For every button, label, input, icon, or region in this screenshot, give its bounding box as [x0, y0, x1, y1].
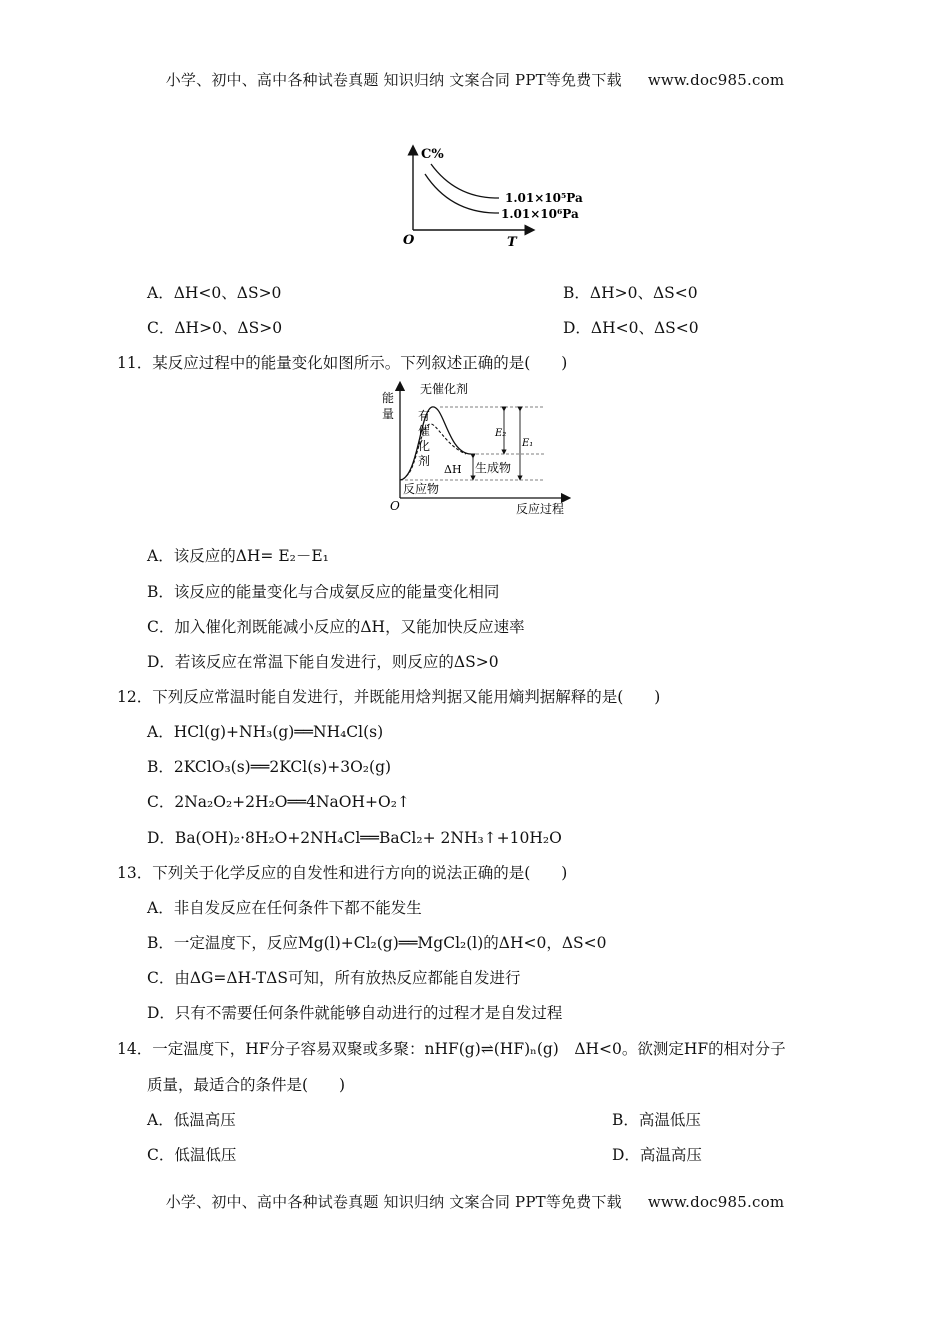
q10-option-c: C．ΔH>0、ΔS>0: [147, 319, 283, 337]
q10-option-a: A．ΔH<0、ΔS>0: [147, 284, 282, 302]
q12-option-a: A．HCl(g)+NH₃(g)══NH₄Cl(s): [147, 723, 384, 741]
y-label-2: 量: [382, 407, 395, 421]
origin-label: O: [403, 233, 415, 248]
q13-option-c: C．由ΔG=ΔH-TΔS可知，所有放热反应都能自发进行: [147, 969, 521, 987]
header-text: 小学、初中、高中各种试卷真题 知识归纳 文案合同 PPT等免费下载: [165, 71, 622, 89]
q12-option-b: B．2KClO₃(s)══2KCl(s)+3O₂(g): [147, 758, 392, 776]
reactant-label: 反应物: [403, 482, 440, 496]
curve-2-label: 1.01×10⁶Pa: [501, 207, 579, 221]
y-axis-label: C%: [421, 147, 444, 162]
e2-label: E₂: [495, 428, 507, 439]
q13-option-b: B．一定温度下，反应Mg(l)+Cl₂(g)══MgCl₂(l)的ΔH<0，ΔS<0: [147, 934, 607, 952]
catalyst-label-4: 剂: [418, 454, 431, 468]
q12-option-c: C．2Na₂O₂+2H₂O══4NaOH+O₂↑: [147, 793, 410, 811]
header-url[interactable]: www.doc985.com: [647, 71, 785, 89]
catalyst-label-1: 有: [418, 409, 431, 423]
page-header: [0, 69, 950, 90]
x-axis-label: T: [507, 235, 517, 250]
q11-option-d: D．若该反应在常温下能自发进行，则反应的ΔS>0: [147, 653, 499, 671]
q11-stem: 11．某反应过程中的能量变化如图所示。下列叙述正确的是( ): [117, 354, 568, 372]
q12-option-d: D．Ba(OH)₂·8H₂O+2NH₄Cl══BaCl₂+ 2NH₃↑+10H₂O: [147, 829, 562, 847]
q13-option-d: D．只有不需要任何条件就能够自动进行的过程才是自发过程: [147, 1004, 563, 1022]
q14-option-c: C．低温低压: [147, 1146, 237, 1164]
e1-label: E₁: [522, 438, 534, 449]
figure-c-percent-vs-t: [395, 142, 595, 250]
q11-option-a: A．该反应的ΔH= E₂－E₁: [147, 547, 329, 565]
q14-stem-line-2: 质量，最适合的条件是( ): [147, 1076, 346, 1094]
footer-text: 小学、初中、高中各种试卷真题 知识归纳 文案合同 PPT等免费下载: [165, 1193, 622, 1211]
q14-option-d: D．高温高压: [612, 1146, 702, 1164]
page-footer: [0, 1191, 950, 1212]
product-label: 生成物: [475, 461, 512, 475]
q13-stem: 13．下列关于化学反应的自发性和进行方向的说法正确的是( ): [117, 864, 568, 882]
q11-option-c: C．加入催化剂既能减小反应的ΔH，又能加快反应速率: [147, 618, 525, 636]
curve-1-label: 1.01×10⁵Pa: [505, 191, 583, 205]
figure-energy-profile: [376, 376, 576, 520]
catalyst-label-2: 催: [418, 424, 431, 438]
catalyst-label-3: 化: [418, 439, 431, 453]
q12-stem: 12．下列反应常温时能自发进行，并既能用焓判据又能用熵判据解释的是( ): [117, 688, 661, 706]
no-catalyst-label: 无催化剂: [420, 382, 469, 396]
footer-url[interactable]: www.doc985.com: [647, 1193, 785, 1211]
q13-option-a: A．非自发反应在任何条件下都不能发生: [147, 899, 422, 917]
q10-option-d: D．ΔH<0、ΔS<0: [563, 319, 699, 337]
q10-option-b: B．ΔH>0、ΔS<0: [563, 284, 698, 302]
y-label-1: 能: [382, 391, 395, 405]
q14-option-b: B．高温低压: [612, 1111, 701, 1129]
q14-stem-line-1: 14．一定温度下，HF分子容易双聚或多聚：nHF(g)⇌(HF)ₙ(g) ΔH<0。欲测定HF的相对分子: [117, 1040, 786, 1058]
energy-x-label: 反应过程: [516, 502, 565, 516]
q14-option-a: A．低温高压: [147, 1111, 236, 1129]
dh-label: ΔH: [444, 463, 462, 476]
energy-origin-label: O: [390, 499, 400, 513]
curve-1e6: [425, 174, 499, 213]
q11-option-b: B．该反应的能量变化与合成氨反应的能量变化相同: [147, 583, 500, 601]
